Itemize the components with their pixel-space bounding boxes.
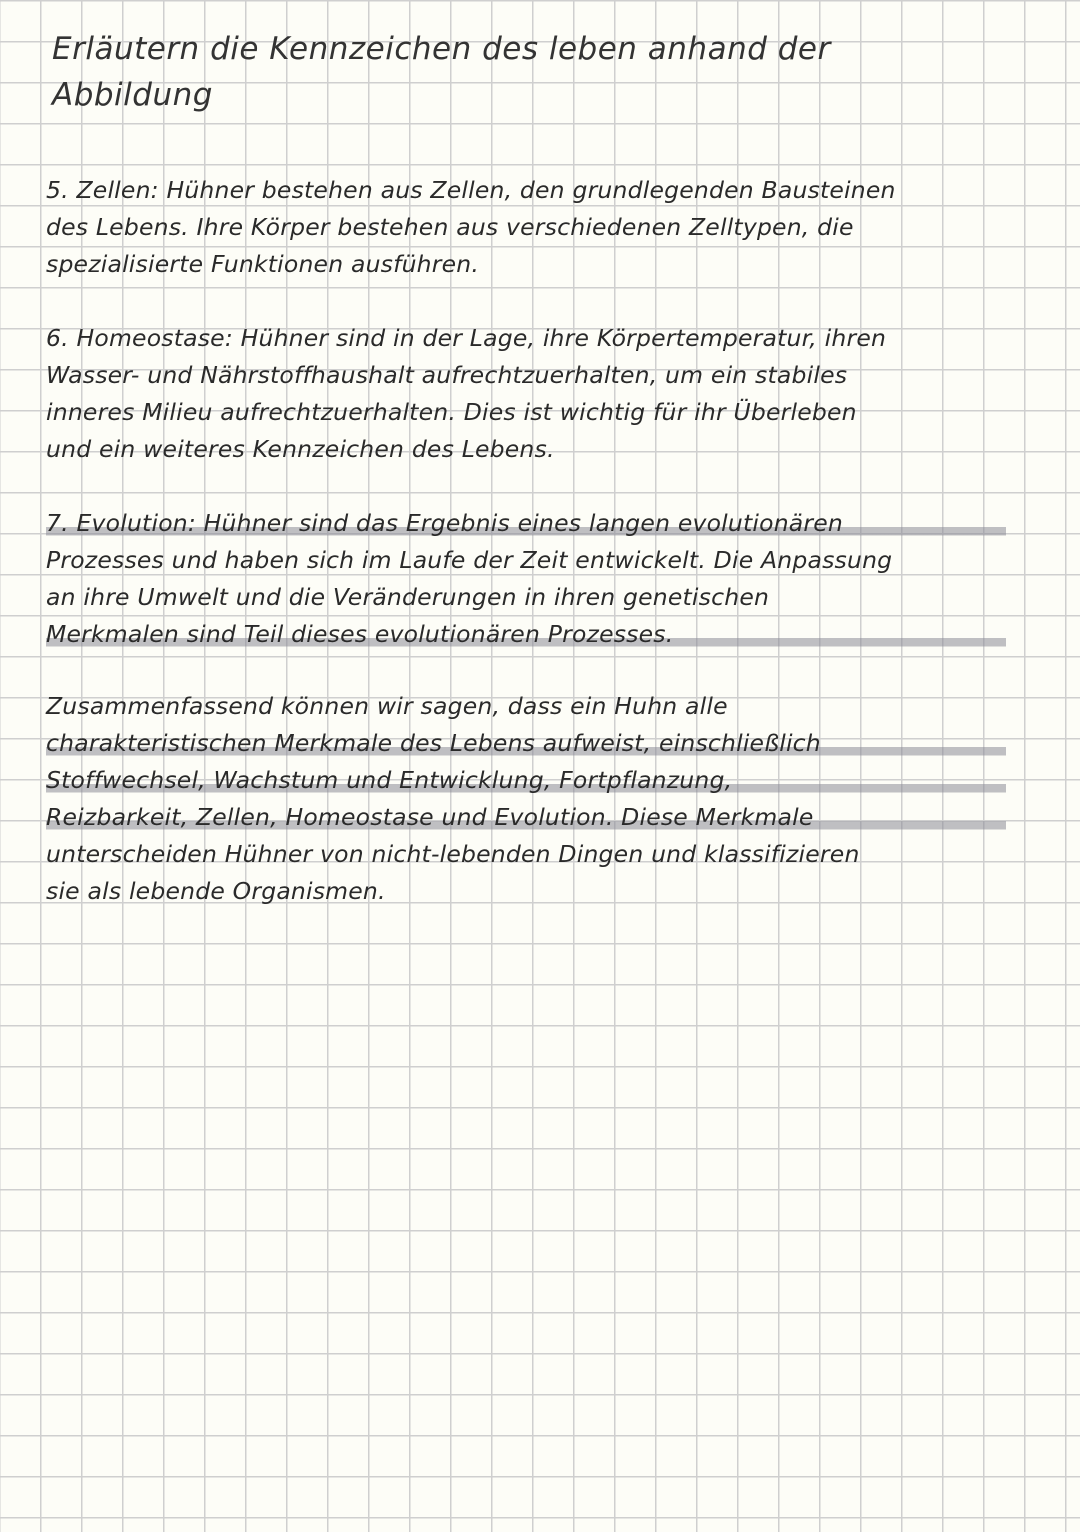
text-line: spezialisierte Funktionen ausführen. xyxy=(46,250,480,278)
section-zellen xyxy=(46,172,1006,283)
text-line: Reizbarkeit, Zellen, Homeostase und Evolution. Diese Merkmale xyxy=(46,799,1006,836)
title-line: Erläutern die Kennzeichen des leben anhand der xyxy=(52,31,831,67)
text-line: charakteristischen Merkmale des Lebens aufweist, einschließlich xyxy=(46,725,1006,762)
text-line: Stoffwechsel, Wachstum und Entwicklung, Fortpflanzung, xyxy=(46,762,1006,799)
section-homeostase xyxy=(46,320,1006,468)
text-line: 7. Evolution: Hühner sind das Ergebnis eines langen evolutionären xyxy=(46,505,1006,542)
section-evolution xyxy=(46,505,1006,653)
text-line: inneres Milieu aufrechtzuerhalten. Dies ist wichtig für ihr Überleben xyxy=(46,398,857,426)
text-line: und ein weiteres Kennzeichen des Lebens. xyxy=(46,435,555,463)
page-title xyxy=(52,26,952,118)
text-line: an ihre Umwelt und die Veränderungen in ihren genetischen xyxy=(46,583,770,611)
text-line: sie als lebende Organismen. xyxy=(46,877,386,905)
text-line: Merkmalen sind Teil dieses evolutionären Prozesses. xyxy=(46,616,1006,653)
text-line: Prozesses und haben sich im Laufe der Zeit entwickelt. Die Anpassung xyxy=(46,546,893,574)
text-line: des Lebens. Ihre Körper bestehen aus verschiedenen Zelltypen, die xyxy=(46,213,854,241)
text-line: unterscheiden Hühner von nicht-lebenden Dingen und klassifizieren xyxy=(46,840,860,868)
text-line: Zusammenfassend können wir sagen, dass ein Huhn alle xyxy=(46,692,728,720)
text-line: 6. Homeostase: Hühner sind in der Lage, ihre Körpertemperatur, ihren xyxy=(46,324,887,352)
title-line: Abbildung xyxy=(52,77,213,113)
text-line: Wasser- und Nährstoffhaushalt aufrechtzuerhalten, um ein stabiles xyxy=(46,361,848,389)
text-line: 5. Zellen: Hühner bestehen aus Zellen, den grundlegenden Bausteinen xyxy=(46,176,896,204)
section-summary xyxy=(46,688,1006,910)
